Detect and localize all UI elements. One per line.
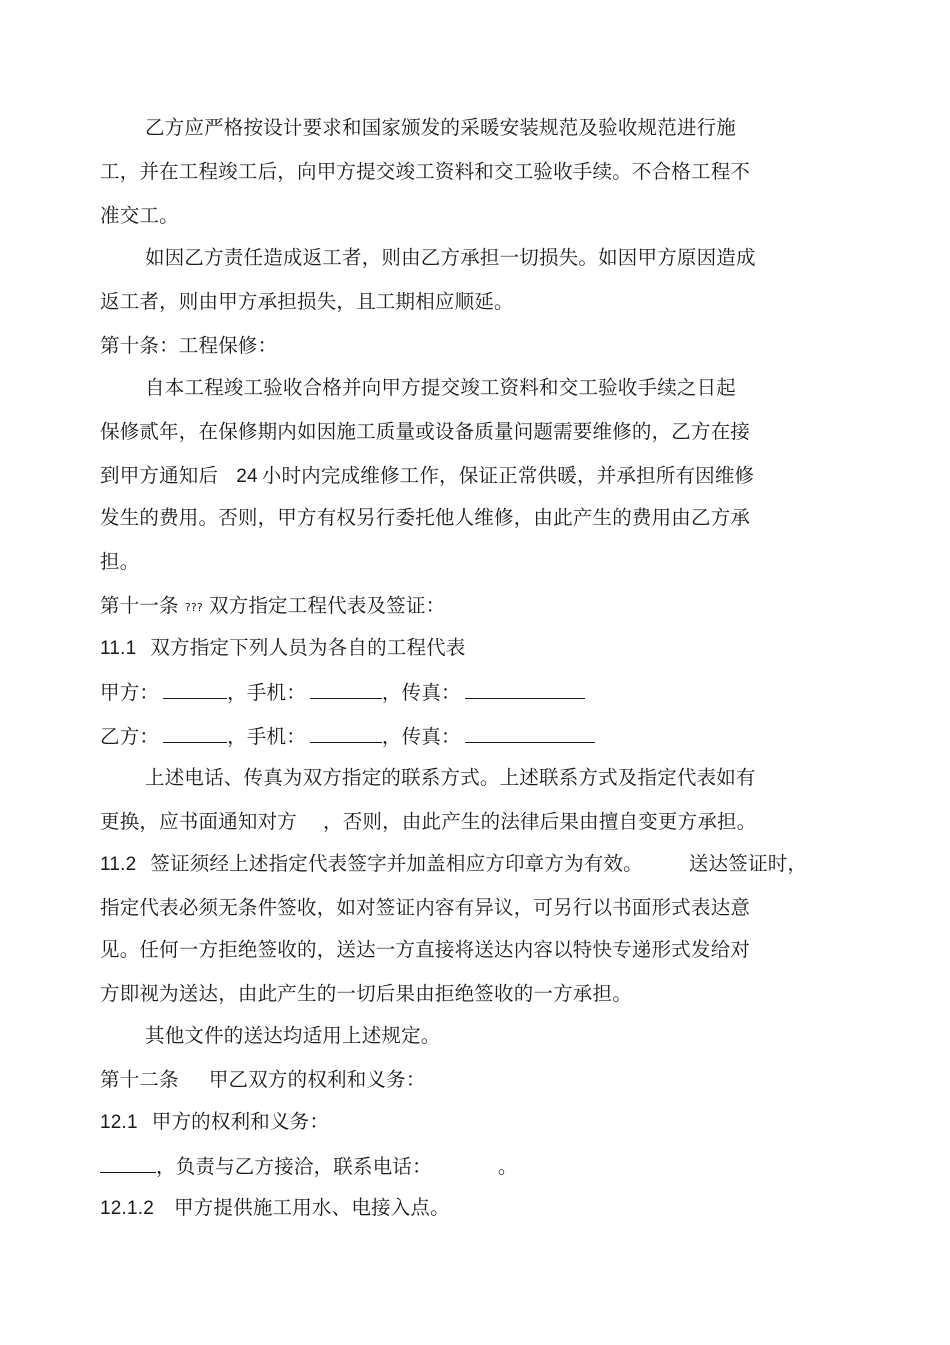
text-span: 工，并在工程竣工后，向甲方提交竣工资料和交工验收手续。不合格工程不 [100,160,751,183]
text-span: 甲方的权利和义务： [151,1110,330,1133]
name-blank [100,1154,156,1173]
text-span: 更换，应书面通知对方 [100,810,298,833]
text-span: ，手机： [227,725,306,748]
text-span: ，传真： [381,681,461,704]
paragraph-line [100,982,632,1006]
fax-blank [465,680,585,699]
text-span: 甲方： [100,681,160,704]
text-span: 保修贰年，在保修期内如因施工质量或设备质量问题需要维修的，乙方在接 [100,420,751,443]
text-span: ，负责与乙方接洽，联系电话： [156,1155,432,1178]
text-span: 签证须经上述指定代表签字并加盖相应方印章方为有效。 [150,852,643,875]
text-span: 到甲方通知后 [100,464,219,487]
paragraph-line [100,550,139,574]
text-span: 送达签证时， [688,852,808,875]
clause-line [100,636,466,661]
text-span: 第十一条 [100,594,179,617]
name-blank [163,724,227,743]
clause-number: 11.1 [100,638,137,659]
paragraph-line [100,204,179,228]
text-span: 乙方应严格按设计要求和国家颁发的采暖安装规范及验收规范进行施 [145,116,737,139]
text-span: 第十条：工程保修： [100,334,278,357]
number-span: 24 [236,466,258,487]
text-span: 发生的费用。否则，甲方有权另行委托他人维修，由此产生的费用由乙方承 [100,506,751,529]
text-span: 指定代表必须无条件签收，如对签证内容有异议，可另行以书面形式表达意 [100,896,751,919]
paragraph-line [145,376,736,400]
clause-line [100,1110,329,1135]
paragraph-line [100,420,750,444]
paragraph-line [145,766,756,790]
text-span: 。 [497,1155,518,1178]
party-a-contact-line [100,680,585,705]
text-span: 甲乙双方的权利和义务： [208,1068,426,1091]
text-span: 乙方： [100,725,160,748]
text-span: ，手机： [227,681,306,704]
text-span: ，传真： [381,725,461,748]
phone-blank [310,680,382,699]
text-span: 如因乙方责任造成返工者，则由乙方承担一切损失。如因甲方原因造成 [145,246,756,269]
clause-number: 12.1.2 [100,1198,155,1219]
party-b-contact-line [100,724,595,749]
text-span: 甲方提供施工用水、电接入点。 [174,1196,450,1219]
article-heading [100,334,277,358]
paragraph-line [100,160,750,184]
text-span: 准交工。 [100,204,179,227]
paragraph-line [100,938,750,962]
text-span: 双方指定工程代表及签证： [208,594,446,617]
phone-blank [310,724,382,743]
article-heading [100,594,445,620]
clause-number: 12.1 [100,1112,138,1133]
fax-blank [465,724,595,743]
clause-number: 11.2 [100,854,137,875]
paragraph-line [145,246,756,270]
paragraph-line [100,506,750,530]
clause-line [100,852,807,877]
paragraph-line [100,810,756,834]
contact-line [100,1154,518,1179]
paragraph-line [100,464,754,489]
text-span: ，否则，由此产生的法律后果由擅自变更方承担。 [323,810,757,833]
text-span: 见。任何一方拒绝签收的，送达一方直接将送达内容以特快专递形式发给对 [100,938,751,961]
name-blank [163,680,227,699]
text-span: 上述电话、传真为双方指定的联系方式。上述联系方式及指定代表如有 [145,766,756,789]
text-span: 其他文件的送达均适用上述规定。 [145,1024,441,1047]
paragraph-line [100,290,514,314]
text-span: 第十二条 [100,1068,179,1091]
garbled-glyphs: ??? [184,601,203,614]
clause-line [100,1196,450,1221]
paragraph-line [145,1024,441,1048]
text-span: 自本工程竣工验收合格并向甲方提交竣工资料和交工验收手续之日起 [145,376,737,399]
paragraph-line [100,896,750,920]
text-span: 双方指定下列人员为各自的工程代表 [150,636,466,659]
text-span: 担。 [100,550,140,573]
article-heading [100,1068,426,1092]
text-span: 小时内完成维修工作，保证正常供暖，并承担所有因维修 [261,464,755,487]
paragraph-line [145,116,736,140]
text-span: 方即视为送达，由此产生的一切后果由拒绝签收的一方承担。 [100,982,632,1005]
text-span: 返工者，则由甲方承担损失，且工期相应顺延。 [100,290,514,313]
